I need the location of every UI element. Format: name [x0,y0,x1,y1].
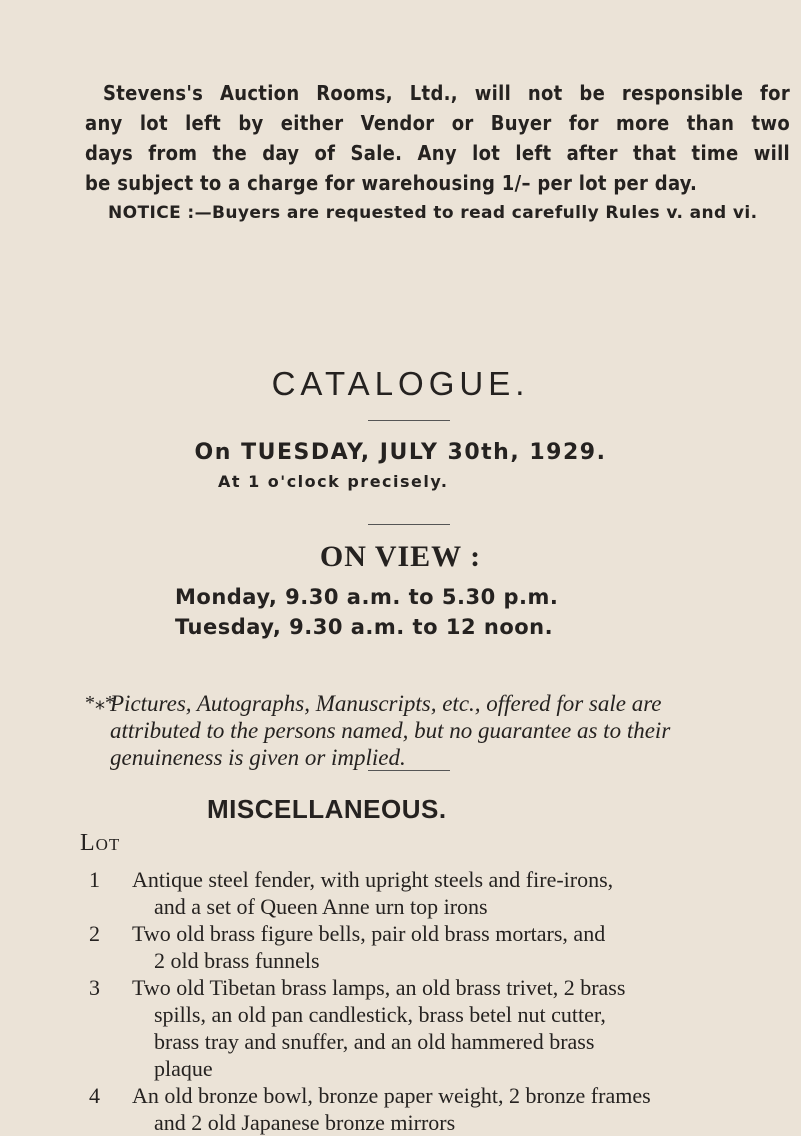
lot-item [80,974,780,1082]
on-view-heading: ON VIEW : [319,540,482,573]
notice-line: any lot left by either Vendor or Buyer for more than two [85,111,790,135]
divider [368,420,450,421]
lot-item [80,1082,780,1136]
lot-number: 4 [89,1083,100,1108]
disclaimer-line: Pictures, Autographs, Manuscripts, etc., offered for sale are [110,691,662,716]
lot-item [80,866,780,920]
lot-line: and 2 old Japanese bronze mirrors [154,1110,456,1135]
sale-date: On TUESDAY, JULY 30th, 1929. [194,440,607,465]
lot-line: Two old Tibetan brass lamps, an old brass trivet, 2 brass [132,975,626,1000]
lot-number: 1 [89,867,100,892]
notice-line: be subject to a charge for warehousing 1/– per lot per day. [85,171,698,195]
disclaimer-line: genuineness is given or implied. [110,745,406,770]
view-time-tuesday: Tuesday, 9.30 a.m. to 12 noon. [175,615,554,639]
notice-line: days from the day of Sale. Any lot left after that time will [85,141,790,165]
lot-line: brass tray and snuffer, and an old hammered brass [154,1029,595,1054]
sale-time: At 1 o'clock precisely. [218,472,449,491]
lot-column-header: Lot [80,830,121,856]
lot-line: Two old brass figure bells, pair old brass mortars, and [132,921,606,946]
lot-number: 2 [89,921,100,946]
view-time-monday: Monday, 9.30 a.m. to 5.30 p.m. [175,585,559,609]
notice-line: Stevens's Auction Rooms, Ltd., will not be responsible for [103,81,790,105]
lot-item [80,920,780,974]
lot-line: spills, an old pan candlestick, brass betel nut cutter, [154,1002,606,1027]
section-heading: MISCELLANEOUS. [207,794,447,824]
disclaimer-line: attributed to the persons named, but no guarantee as to their [110,718,671,743]
lot-number: 3 [89,975,100,1000]
warehousing-notice [85,78,790,198]
divider [368,524,450,525]
catalogue-title: CATALOGUE. [271,365,530,402]
lot-line: Antique steel fender, with upright steels and fire-irons, [132,867,614,892]
lot-line: plaque [154,1056,213,1081]
asterism-icon: *⁎* [85,692,115,714]
lot-line: An old bronze bowl, bronze paper weight, 2 bronze frames [132,1083,651,1108]
lot-line: and a set of Queen Anne urn top irons [154,894,488,919]
divider [368,770,450,771]
lot-line: 2 old brass funnels [154,948,320,973]
rules-notice: NOTICE :—Buyers are requested to read carefully Rules v. and vi. [108,203,758,223]
disclaimer [85,690,800,771]
